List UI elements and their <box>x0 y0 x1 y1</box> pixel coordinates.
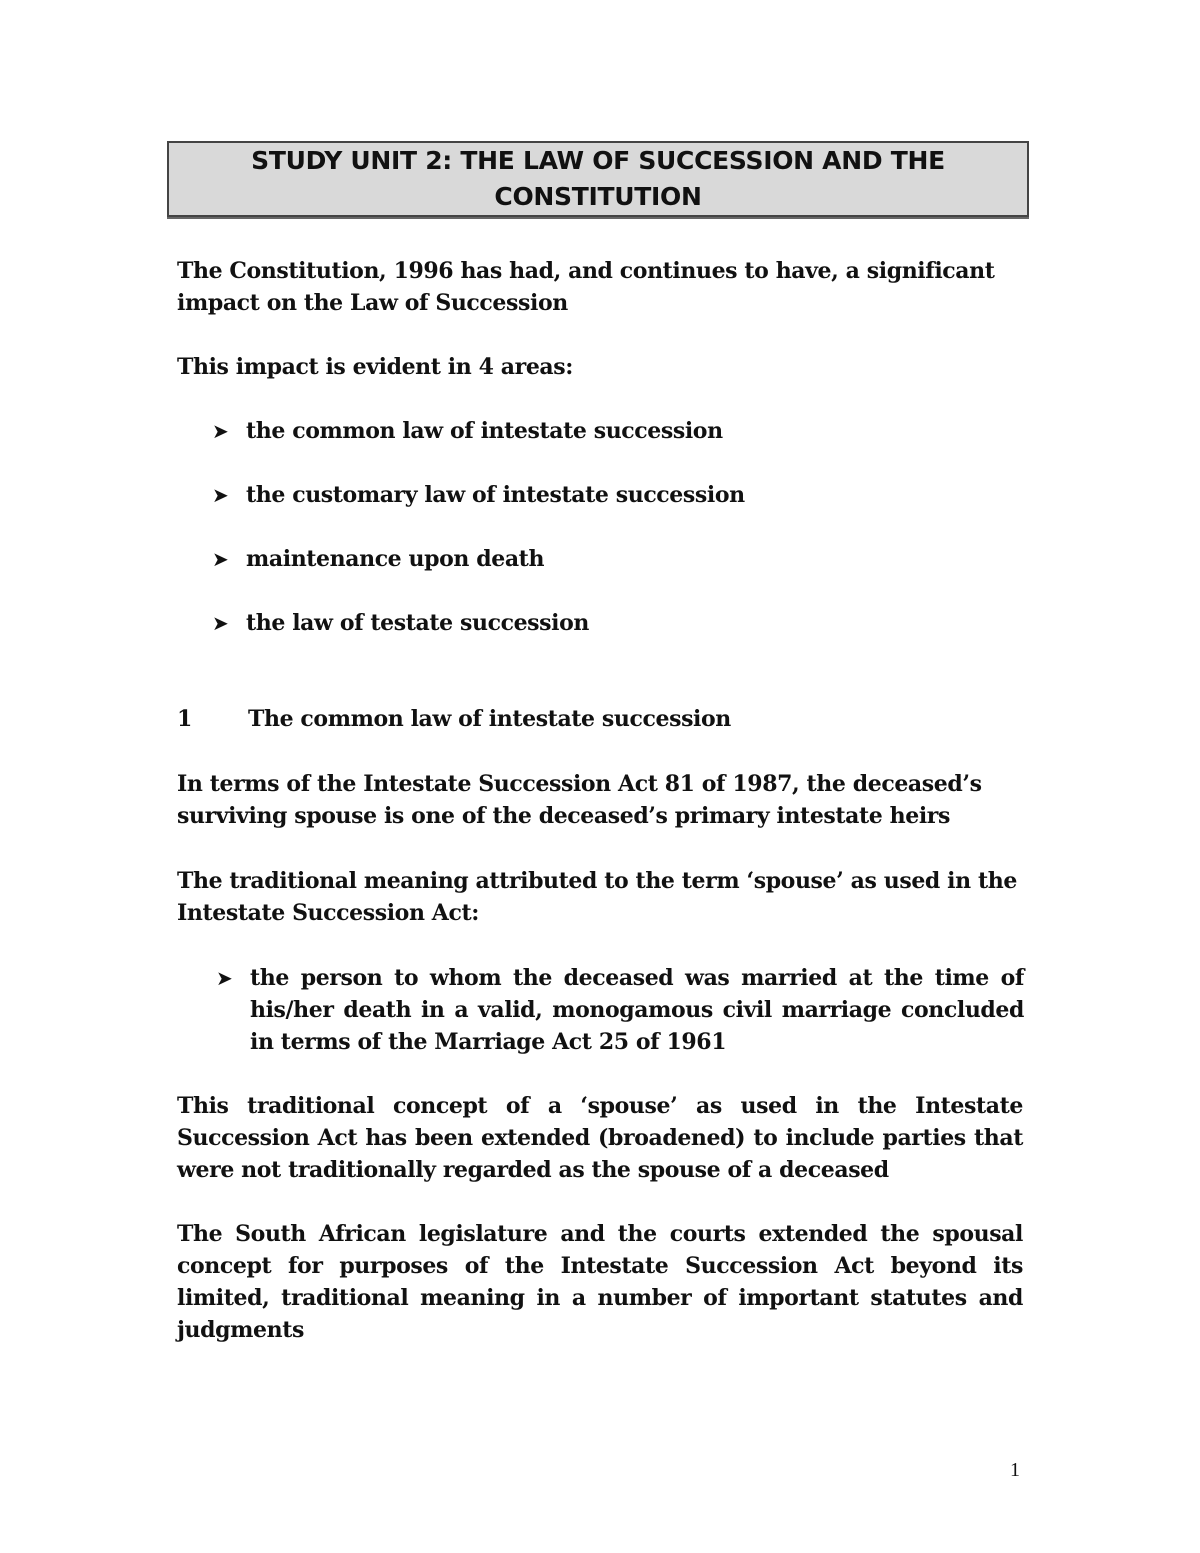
section-heading <box>177 703 731 735</box>
paragraph-intestate-act: In terms of the Intestate Succession Act 81 of 1987, the deceased’s surviving spouse is one of the deceased’s primary intestate heirs <box>177 771 982 829</box>
title-box <box>167 141 1029 217</box>
list-item <box>212 415 723 447</box>
definition-list-item <box>216 962 1024 1058</box>
paragraph-extended-concept: This traditional concept of a ‘spouse’ as used in the Intestate Succession Act has been extended (broadened) to include parties that were not traditionally regarded as the spouse of a deceased <box>177 1093 1023 1183</box>
arrow-bullet-icon: ➤ <box>212 483 229 507</box>
arrow-bullet-icon: ➤ <box>212 547 229 571</box>
list-item-text: the common law of intestate succession <box>246 418 723 444</box>
list-item-text: maintenance upon death <box>246 546 545 572</box>
arrow-bullet-icon: ➤ <box>212 419 229 443</box>
section-heading-text: The common law of intestate succession <box>248 706 731 732</box>
page-title: STUDY UNIT 2: THE LAW OF SUCCESSION AND THE CONSTITUTION <box>251 146 945 211</box>
intro-paragraph: The Constitution, 1996 has had, and continues to have, a significant impact on the Law of Succession <box>177 258 995 316</box>
paragraph-legislature: The South African legislature and the courts extended the spousal concept for purposes of the Intestate Succession Act beyond its limited, traditional meaning in a number of important statutes and judgments <box>177 1221 1023 1343</box>
list-item-text: the law of testate succession <box>246 610 589 636</box>
list-item-text: the customary law of intestate succession <box>246 482 745 508</box>
definition-text: the person to whom the deceased was married at the time of his/her death in a valid, monogamous civil marriage concluded in terms of the Marriage Act 25 of 1961 <box>250 965 1024 1055</box>
arrow-bullet-icon: ➤ <box>212 611 229 635</box>
list-item <box>212 543 544 575</box>
areas-intro: This impact is evident in 4 areas: <box>177 354 573 380</box>
arrow-bullet-icon: ➤ <box>216 966 233 990</box>
section-number: 1 <box>177 706 192 732</box>
list-item <box>212 479 745 511</box>
paragraph-traditional-meaning: The traditional meaning attributed to the term ‘spouse’ as used in the Intestate Succession Act: <box>177 868 1017 926</box>
page-number: 1 <box>1010 1459 1020 1481</box>
list-item <box>212 607 589 639</box>
